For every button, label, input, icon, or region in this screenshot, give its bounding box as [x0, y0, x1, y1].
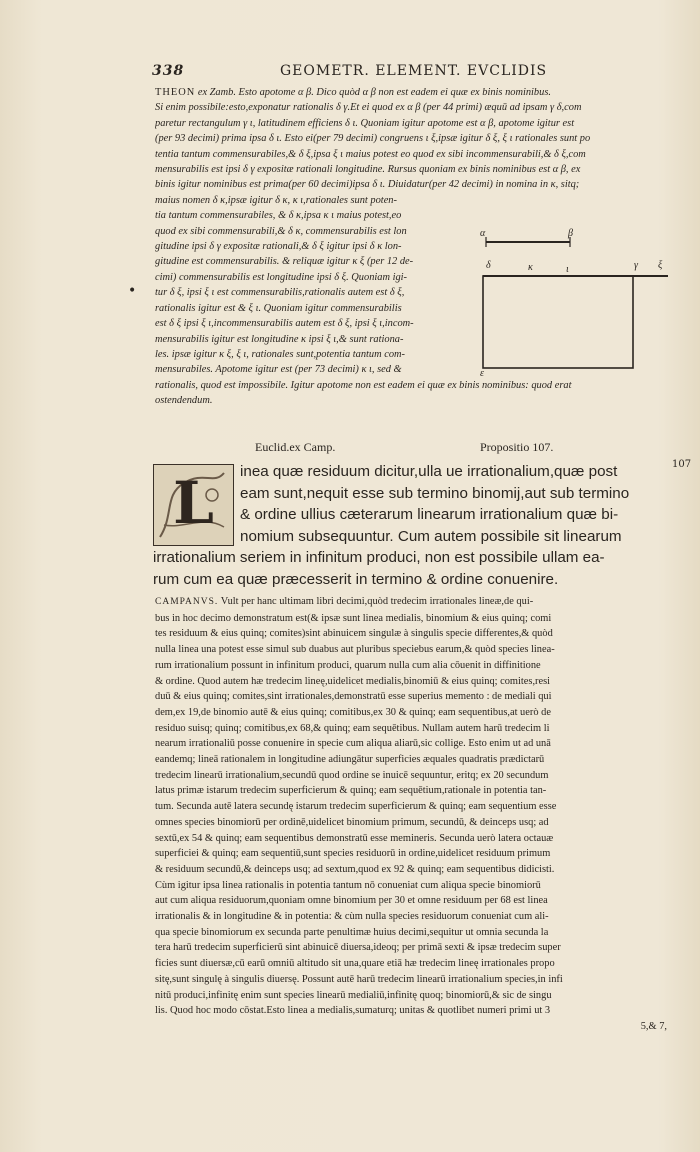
campanus-line: tum. Secunda autē latera secundę istarum tredecim superficierum & quinq; eam sequentium esse: [155, 801, 557, 813]
theon-line-text: ex Zamb. Esto apotome α β. Dico quòd α β non est eadem ei quæ ex binis nominibus.: [197, 87, 551, 98]
campanus-line: tes residuum & eius quinq; comites)sint abinuicem singulæ à singulis specie differentes,& quòd: [155, 628, 553, 640]
initial-letter: L: [173, 469, 214, 537]
campanus-line: 5,& 7,: [640, 1020, 667, 1032]
campanus-first-line: Vult per hanc ultimam libri decimi,quòd tredecim irrationales lineæ,de qui-: [220, 596, 534, 607]
campanus-line: ficies sunt diuersæ,cū earū omniū altitudo sit una,quare etiā hæ tredecim lineę irrationales propo: [155, 958, 555, 970]
campanus-line: irrationalis & in longitudine & in potentia: & cùm nulla species residuorum conueniat cum ali-: [155, 911, 549, 923]
proposition-line: inea quæ residuum dicitur,ulla ue irrationalium,quæ post: [240, 463, 618, 480]
theon-lead: THEON: [155, 87, 196, 98]
euclid-label: Euclid.ex Camp.: [255, 440, 336, 454]
proposition-text: [153, 461, 680, 590]
running-title: GEOMETR. ELEMENT. EVCLIDIS: [280, 63, 548, 79]
theon-line: maius nomen δ κ,ipsæ igitur δ κ, κ ι,rationales sunt poten-: [155, 194, 397, 206]
campanus-line: nitū produci,infinitę enim sunt species linearū medialiū,infinitę quoq; binomiorū,& sic de singu: [155, 989, 552, 1001]
theon-line: gitudine ipsi δ γ expositæ rationali,& δ ξ igitur ipsi δ κ lon-: [155, 241, 402, 253]
campanus-line: bus in hoc decimo demonstratum est(& ipsæ sunt linea medialis, binomium & eius quinq; comi: [155, 612, 552, 624]
label-iota: ι: [566, 264, 569, 275]
rectangle-di: [483, 276, 633, 368]
proposition-label: Propositio 107.: [480, 440, 554, 454]
campanus-line: sextū,ex 54 & quinq; eam sequentibus demonstratū esse memineris. Secunda uerò latera octauæ: [155, 832, 554, 844]
geometric-diagram: [478, 228, 670, 378]
campanus-line: nulla linea una potest esse simul sub duabus aut pluribus speciebus earum,& quòd species linea-: [155, 644, 555, 656]
decorated-initial: [153, 464, 234, 546]
proposition-line: eam sunt,nequit esse sub termino binomij,aut sub termino: [240, 484, 630, 502]
margin-number: 107: [672, 459, 692, 470]
campanus-line: tera harū tredecim superficierū sint abinuicē diuersa,ideoq; per primā sexti & ipsæ tredecim super: [155, 942, 561, 954]
campanus-line: [155, 594, 667, 611]
label-gamma: γ: [634, 260, 638, 271]
proposition-line: nomium subsequuntur. Cum autem possibile sit linearum: [240, 527, 622, 545]
campanus-line: eandemq; lineā rationalem in longitudine adiungātur superficies æquales quadratis prædictarū: [155, 754, 545, 766]
theon-line: [155, 85, 667, 100]
theon-line: gitudine est commensurabilis. & reliquæ igitur κ ξ (per 12 de-: [155, 256, 414, 268]
theon-line: cimi) commensurabilis est longitudine ipsi δ ξ. Quoniam igi-: [155, 271, 407, 283]
campanus-line: lis. Quod hoc modo cōstat.Esto linea a medialis,sumaturq; unitas & quotlibet numeri primi ut 3: [155, 1005, 551, 1017]
campanus-line: dem,ex 19,de binomio autē & eius quinq; comitibus,ex 30 & quinq; eam sequentibus,at uerò de: [155, 706, 551, 718]
campanus-line: aut cum aliqua residuorum,quoniam omne binomium per 30 et omne residuum per 68 est linea: [155, 895, 548, 907]
theon-line: mensurabilis igitur est longitudine κ ipsi ξ ι,& sunt rationa-: [155, 333, 404, 345]
theon-line: mensurabiles. Apotome igitur est (per 73 decimi) κ ι, sed &: [155, 364, 402, 376]
label-delta: δ: [486, 260, 491, 271]
label-xi: ξ: [658, 260, 663, 271]
campanus-line: rum irrationalium possunt in infinitum produci, quarum nulla cum alia cōuenit in diffinitione: [155, 659, 541, 671]
campanus-line: residuo suisq; quinq; comitibus,ex 68,& quinq; eam sequētibus. Nullam autem harū tredecim li: [155, 722, 550, 734]
campanus-line: & residuum secundū,& deinceps usq; ad sextum,quod ex 92 & quinq; eam sequentibus didicisti.: [155, 863, 555, 875]
label-kappa: κ: [528, 262, 533, 273]
theon-line: binis igitur nominibus est prima(per 60 decimi)ipsa δ ι. Diuidatur(per 42 decimi) in nomina in κ, sitq;: [155, 179, 580, 191]
campanus-line: latus primæ istarum tredecim superficierum & quinq; eam sequētium,rationale in potentia tan-: [155, 785, 547, 797]
label-epsilon: ε: [480, 368, 484, 378]
theon-line: rationalis, quod est impossibile. Igitur apotome non est eadem ei quæ ex binis nominibus: quod erat: [155, 379, 572, 391]
campanus-line: superficiei & quinq; eam sequentiū,sunt species residuorū in ordine,uidelicet residuum primum: [155, 848, 551, 860]
campanus-lead: CAMPANVS.: [155, 597, 219, 607]
campanus-line: sitę,sunt singulę à singulis diuersę. Possunt autē harū tredecim linearū irrationalium species,in infi: [155, 973, 563, 985]
theon-line: ostendendum.: [155, 395, 213, 407]
proposition-line: & ordine ullius cæterarum linearum irrationalium quæ bi-: [240, 506, 619, 523]
theon-line: Si enim possibile:esto,exponatur rationalis δ γ.Et ei quod ex α β (per 44 primi) æquū ad ipsam γ δ,com: [155, 102, 582, 114]
theon-line: tia tantum commensurabiles, & δ κ,ipsa κ ι maius potest,eo: [155, 210, 402, 222]
proposition-line: irrationalium seriem in infinitum produci, non est possibile ullam ea-: [153, 549, 605, 566]
theon-line: quod ex sibi commensurabili,& δ κ, commensurabilis est lon: [155, 225, 407, 237]
label-alpha: α: [480, 228, 486, 239]
page-number: 338: [152, 63, 185, 79]
campanus-line: qua specie binomiorum ex secunda parte penultimæ huius decimi,sequitur ut omnia secunda la: [155, 926, 549, 938]
campanus-line: duū & eius quinq; comites,sint irrationales,demonstratū esse superius memento : de mediali qui: [155, 691, 552, 703]
label-beta: β: [568, 228, 573, 239]
theon-line: les. ipsæ igitur κ ξ, ξ ι, rationales sunt,potentia tantum com-: [155, 348, 405, 360]
campanus-line: tredecim linearū irrationalium,secundū quod ordine se inuicē sequuntur, eritq; ex 20 secundum: [155, 769, 549, 781]
campanus-line: Cùm igitur ipsa linea rationalis in potentia tantum nō conueniat cum aliqua specie binomiorū: [155, 879, 541, 891]
proposition-line: rum cum ea quæ præcesserit in termino & ordine conuenire.: [153, 570, 559, 588]
theon-line: (per 93 decimi) prima ipsa δ ι. Esto ei(per 79 decimi) congruens ι ξ,ipsæ igitur δ ξ, ξ ι rationales sunt po: [155, 133, 591, 145]
campanus-line: omnes species binomiorū per ordinē,uidelicet binomium primum, secundū, & deinceps usq; ad: [155, 816, 549, 828]
campanus-commentary: [155, 594, 667, 1035]
theon-line: tur δ ξ, ipsi ξ ι est commensurabilis,rationalis autem est δ ξ,: [155, 287, 405, 299]
theon-line: est δ ξ ipsi ξ ι,incommensurabilis autem est δ ξ, ipsi ξ ι,incom-: [155, 318, 414, 330]
theon-line: rationalis igitur est & ξ ι. Quoniam igitur commensurabilis: [155, 302, 402, 314]
theon-line: mensurabilis est ipsi δ γ expositæ rationali longitudine. Rursus quoniam ex binis nominibus est α β, ex: [155, 164, 581, 176]
campanus-line: & ordine. Quod autem hæ tredecim lineę,uidelicet medialis,binomiū & eius quinq; comites,resi: [155, 675, 551, 687]
theon-line: paretur rectangulum γ ι, latitudinem efficiens δ ι. Quoniam igitur apotome est α β, apotome igitur est: [155, 117, 575, 129]
margin-dot: •: [128, 283, 137, 299]
theon-line: tentia tantum commensurabiles,& δ ξ,ipsa ξ ι maius potest eo quod ex sibi incommensurabili,& δ ξ,com: [155, 148, 586, 160]
campanus-line: nearum irrationaliū posse conuenire in specie cum aliqua aliarū,sic collige. Esto enim ut ad unā: [155, 738, 551, 750]
